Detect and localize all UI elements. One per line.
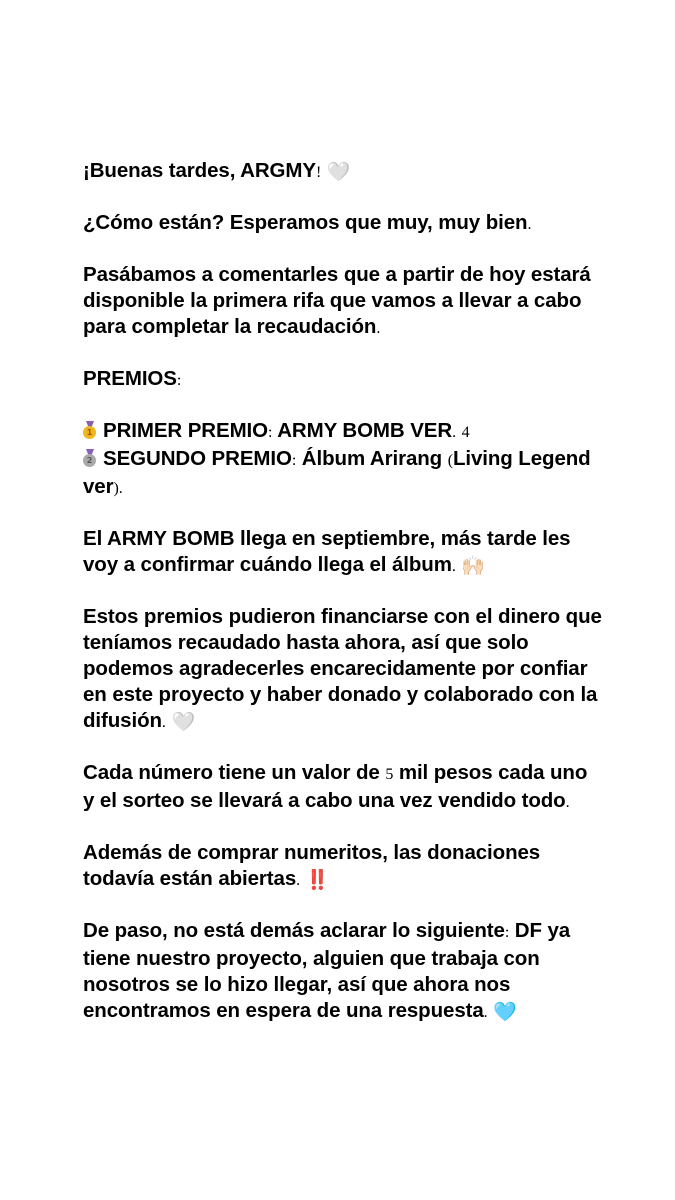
donations-text: Además de comprar numeritos, las donaciones todavía están abiertas xyxy=(83,841,541,890)
double-exclamation-icon: ‼️ xyxy=(305,870,330,891)
update-after: DF ya tiene nuestro proyecto, alguien que trabaja con nosotros se lo hizo llegar, así que ahora nos encontramos en espera de una respuesta xyxy=(83,919,571,1022)
question-line xyxy=(83,210,603,238)
pricing-paragraph xyxy=(83,760,603,816)
prizes-heading xyxy=(83,366,603,394)
update-before: De paso, no está demás aclarar lo siguiente xyxy=(83,919,505,942)
second-prize-value: Álbum Arirang xyxy=(301,447,443,470)
update-colon: : xyxy=(504,924,510,941)
thanks-punct: . xyxy=(161,714,166,731)
story-text xyxy=(83,158,603,1050)
second-prize-edition: Living Legend ver xyxy=(83,447,591,498)
gold-medal-number: 1 xyxy=(83,426,96,439)
donations-paragraph xyxy=(83,840,603,894)
raised-hands-icon: 🙌🏻 xyxy=(461,556,485,577)
gold-medal-icon xyxy=(83,421,97,439)
prizes-list xyxy=(83,418,603,502)
update-punct: . xyxy=(483,1004,488,1021)
delivery-paragraph xyxy=(83,526,603,580)
first-prize-punct: . xyxy=(452,424,456,441)
white-heart-icon: 🤍 xyxy=(171,712,195,733)
thanks-text: Estos premios pudieron financiarse con el dinero que teníamos recaudado hasta ahora, así que solo podemos agradecerles encarecidamente por confiar en este proyecto y haber donado y colaborado con la difusión xyxy=(83,605,602,732)
pricing-before: Cada número tiene un valor de xyxy=(83,761,380,784)
first-prize-colon: : xyxy=(268,424,273,441)
first-prize-label: PRIMER PREMIO xyxy=(103,419,268,442)
thanks-paragraph xyxy=(83,604,603,736)
second-prize-colon: : xyxy=(291,452,297,469)
prizes-heading-punct: : xyxy=(176,372,182,389)
intro-text: Pasábamos a comentarles que a partir de hoy estará disponible la primera rifa que vamos a llevar a cabo para completar la recaudación xyxy=(83,263,591,338)
intro-paragraph xyxy=(83,262,603,342)
update-paragraph xyxy=(83,918,603,1026)
blue-heart-icon: 🩵 xyxy=(493,1002,517,1023)
white-heart-icon: 🤍 xyxy=(326,162,351,183)
second-prize-paren-open: ( xyxy=(447,452,453,469)
second-prize-paren-close: ). xyxy=(113,480,123,497)
silver-medal-number: 2 xyxy=(83,454,96,467)
pricing-amount: 5 xyxy=(385,766,394,783)
greeting-line xyxy=(83,158,603,186)
pricing-punct: . xyxy=(565,794,570,811)
second-prize-label: SEGUNDO PREMIO xyxy=(103,447,292,470)
question-text: ¿Cómo están? Esperamos que muy, muy bien xyxy=(83,211,528,234)
first-prize-value: ARMY BOMB VER xyxy=(277,419,453,442)
silver-medal-icon xyxy=(83,449,97,467)
delivery-punct: . xyxy=(451,558,456,575)
delivery-text: El ARMY BOMB llega en septiembre, más tarde les voy a confirmar cuándo llega el álbum xyxy=(83,527,571,576)
donations-punct: . xyxy=(296,872,301,889)
pricing-after: mil pesos cada uno y el sorteo se llevará a cabo una vez vendido todo xyxy=(83,761,588,812)
intro-punct: . xyxy=(376,320,381,337)
prizes-heading-text: PREMIOS xyxy=(83,367,177,390)
greeting-punct: ! xyxy=(315,164,322,181)
first-prize-version: 4 xyxy=(461,424,470,441)
question-punct: . xyxy=(527,216,532,233)
greeting-text: ¡Buenas tardes, ARGMY xyxy=(83,159,316,182)
